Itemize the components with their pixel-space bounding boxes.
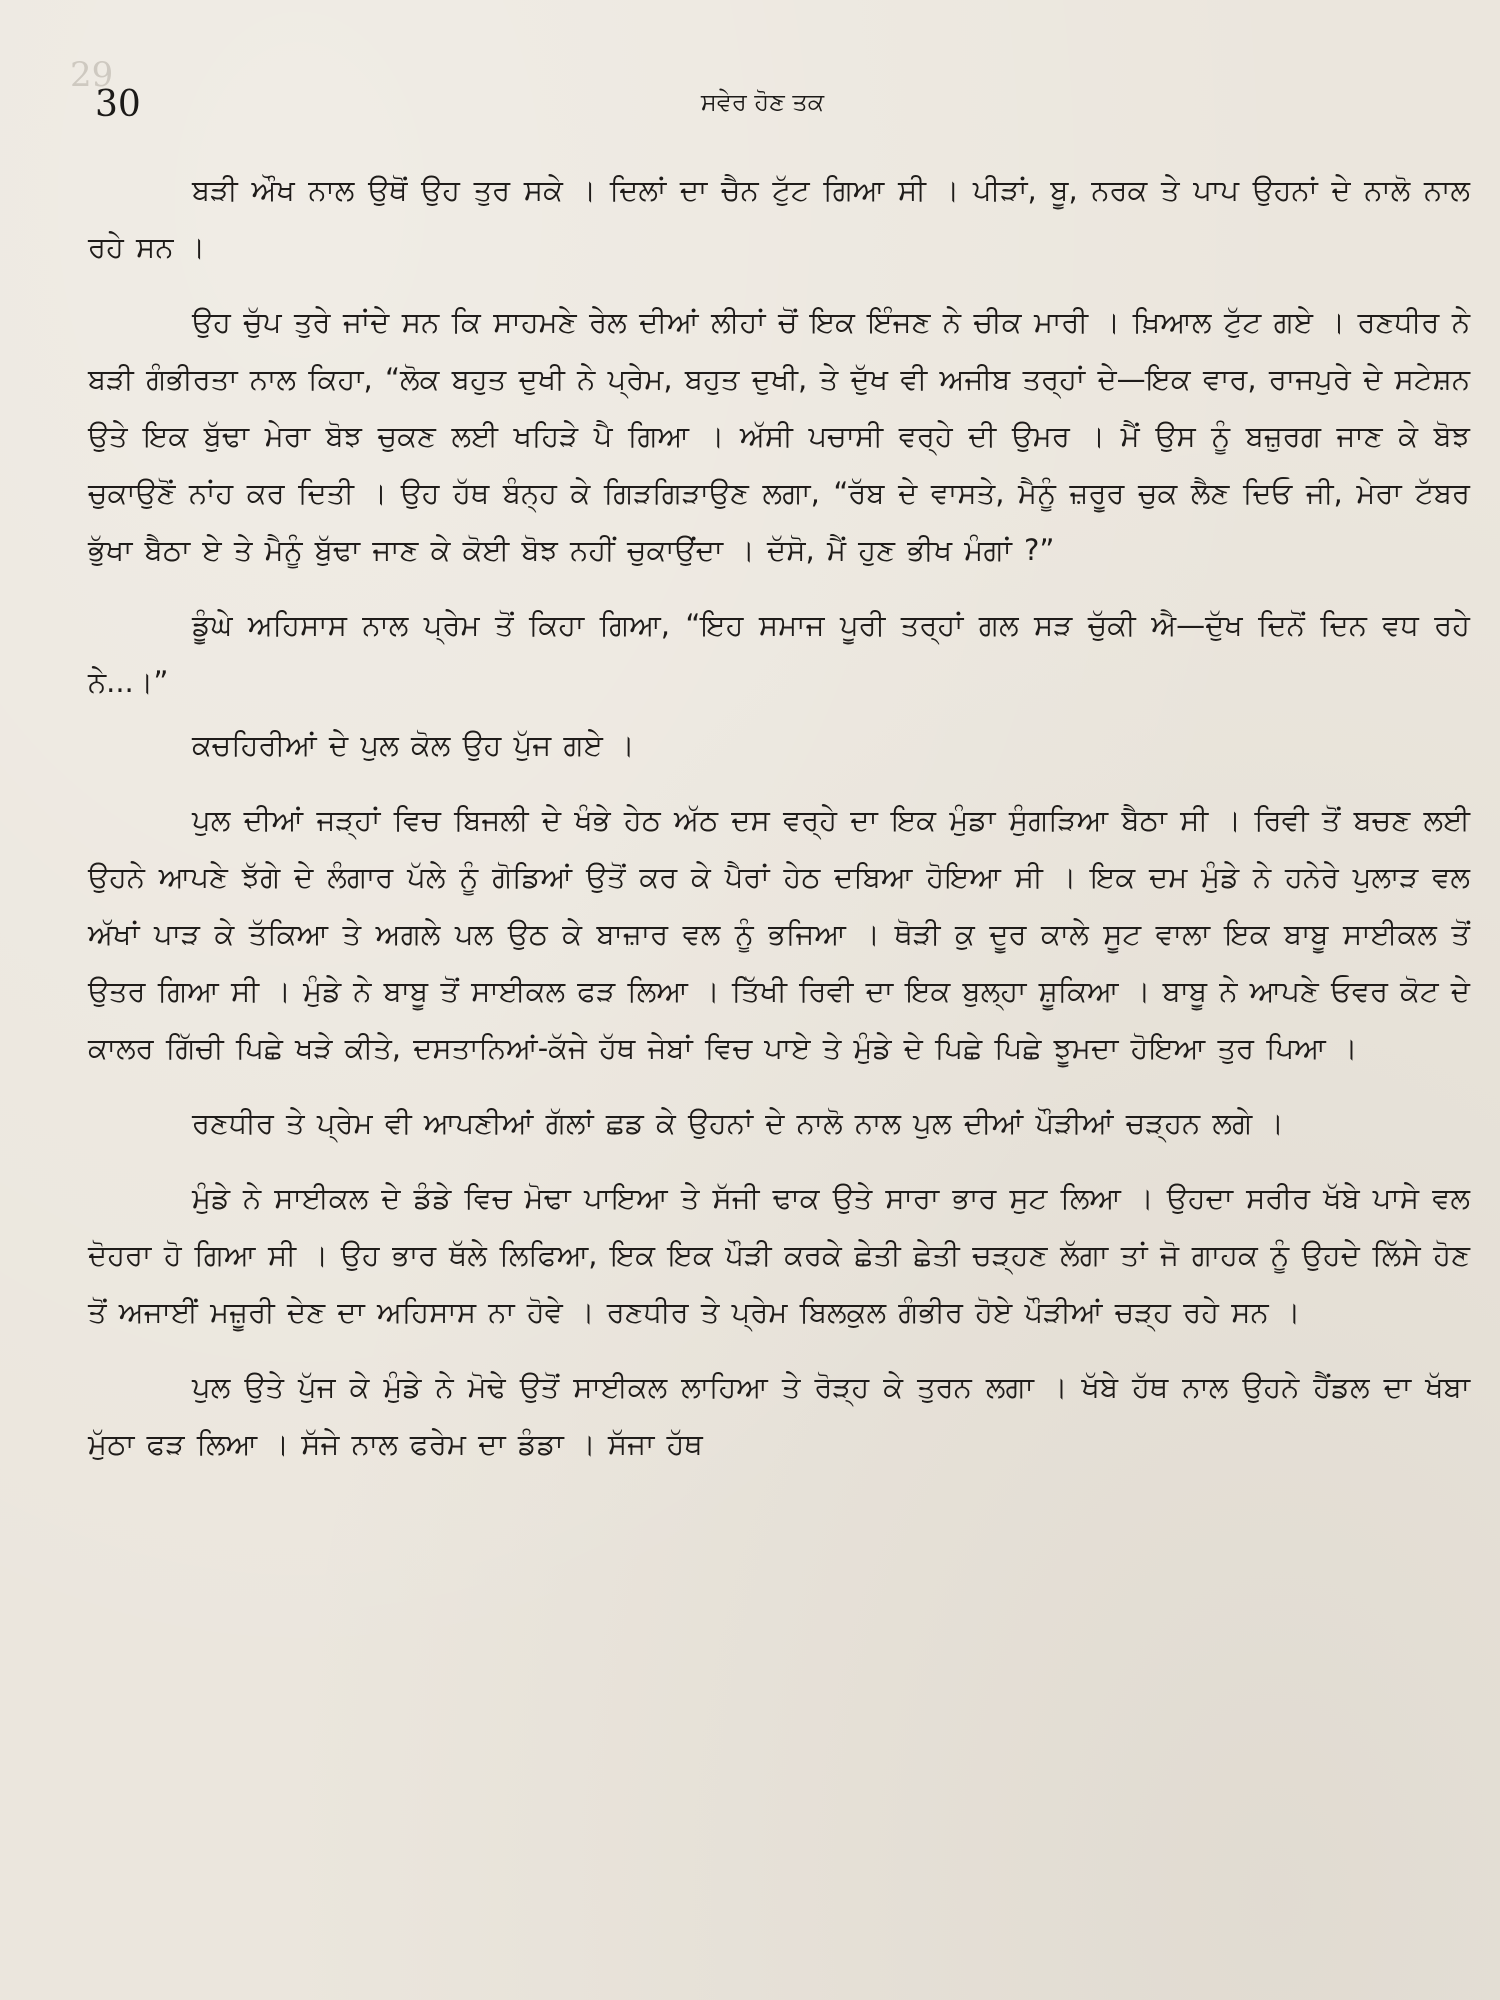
page-header bbox=[95, 84, 1430, 136]
paragraph-6: ਰਣਧੀਰ ਤੇ ਪ੍ਰੇਮ ਵੀ ਆਪਣੀਆਂ ਗੱਲਾਂ ਛਡ ਕੇ ਉਹਨਾਂ ਦੇ ਨਾਲੋ ਨਾਲ ਪੁਲ ਦੀਆਂ ਪੌੜੀਆਂ ਚੜ੍ਹਨ ਲਗੇ । bbox=[192, 1106, 1284, 1140]
paragraph-5: ਪੁਲ ਦੀਆਂ ਜੜ੍ਹਾਂ ਵਿਚ ਬਿਜਲੀ ਦੇ ਖੰਭੇ ਹੇਠ ਅੱਠ ਦਸ ਵਰ੍ਹੇ ਦਾ ਇਕ ਮੁੰਡਾ ਸੁੰਗੜਿਆ ਬੈਠਾ ਸੀ । ਰਿਵੀ ਤੋਂ ਬਚਣ ਲਈ ਉਹਨੇ ਆਪਣੇ ਝੱਗੇ ਦੇ ਲੰਗਾਰ ਪੱਲੇ ਨੂੰ ਗੋਡਿਆਂ ਉਤੋਂ ਕਰ ਕੇ ਪੈਰਾਂ ਹੇਠ ਦਬਿਆ ਹੋਇਆ ਸੀ । ਇਕ ਦਮ ਮੁੰਡੇ ਨੇ ਹਨੇਰੇ ਪੁਲਾੜ ਵਲ ਅੱਖਾਂ ਪਾੜ ਕੇ ਤੱਕਿਆ ਤੇ ਅਗਲੇ ਪਲ ਉਠ ਕੇ ਬਾਜ਼ਾਰ ਵਲ ਨੂੰ ਭਜਿਆ । ਥੋੜੀ ਕੁ ਦੂਰ ਕਾਲੇ ਸੂਟ ਵਾਲਾ ਇਕ ਬਾਬੂ ਸਾਈਕਲ ਤੋਂ ਉਤਰ ਗਿਆ ਸੀ । ਮੁੰਡੇ ਨੇ ਬਾਬੂ ਤੋਂ ਸਾਈਕਲ ਫੜ ਲਿਆ । ਤਿੱਖੀ ਰਿਵੀ ਦਾ ਇਕ ਬੁਲ੍ਹਾ ਸ਼ੂਕਿਆ । ਬਾਬੂ ਨੇ ਆਪਣੇ ਓਵਰ ਕੋਟ ਦੇ ਕਾਲਰ ਗਿੱਚੀ ਪਿਛੇ ਖੜੇ ਕੀਤੇ, ਦਸਤਾਨਿਆਂ-ਕੱਜੇ ਹੱਥ ਜੇਬਾਂ ਵਿਚ ਪਾਏ ਤੇ ਮੁੰਡੇ ਦੇ ਪਿਛੇ ਪਿਛੇ ਝੂਮਦਾ ਹੋਇਆ ਤੁਰ ਪਿਆ । bbox=[88, 803, 1470, 1065]
page-number: 30 bbox=[95, 84, 141, 125]
bleed-through-page-number: 29 bbox=[70, 55, 114, 95]
paragraph-8: ਪੁਲ ਉਤੇ ਪੁੱਜ ਕੇ ਮੁੰਡੇ ਨੇ ਮੋਢੇ ਉਤੋਂ ਸਾਈਕਲ ਲਾਹਿਆ ਤੇ ਰੋੜ੍ਹ ਕੇ ਤੁਰਨ ਲਗਾ । ਖੱਬੇ ਹੱਥ ਨਾਲ ਉਹਨੇ ਹੈਂਡਲ ਦਾ ਖੱਬਾ ਮੁੱਠਾ ਫੜ ਲਿਆ । ਸੱਜੇ ਨਾਲ ਫਰੇਮ ਦਾ ਡੰਡਾ । ਸੱਜਾ ਹੱਥ bbox=[88, 1370, 1470, 1461]
paragraph-1: ਬੜੀ ਔਖ ਨਾਲ ਉਥੋਂ ਉਹ ਤੁਰ ਸਕੇ । ਦਿਲਾਂ ਦਾ ਚੈਨ ਟੁੱਟ ਗਿਆ ਸੀ । ਪੀੜਾਂ, ਬੂ, ਨਰਕ ਤੇ ਪਾਪ ਉਹਨਾਂ ਦੇ ਨਾਲੋ ਨਾਲ ਰਹੇ ਸਨ । bbox=[88, 173, 1470, 264]
paragraph-4: ਕਚਹਿਰੀਆਂ ਦੇ ਪੁਲ ਕੋਲ ਉਹ ਪੁੱਜ ਗਏ । bbox=[192, 728, 635, 762]
running-title: ਸਵੇਰ ਹੋਣ ਤਕ bbox=[700, 88, 825, 116]
paragraph-2: ਉਹ ਚੁੱਪ ਤੁਰੇ ਜਾਂਦੇ ਸਨ ਕਿ ਸਾਹਮਣੇ ਰੇਲ ਦੀਆਂ ਲੀਹਾਂ ਚੋਂ ਇਕ ਇੰਜਣ ਨੇ ਚੀਕ ਮਾਰੀ । ਖ਼ਿਆਲ ਟੁੱਟ ਗਏ । ਰਣਧੀਰ ਨੇ ਬੜੀ ਗੰਭੀਰਤਾ ਨਾਲ ਕਿਹਾ, “ਲੋਕ ਬਹੁਤ ਦੁਖੀ ਨੇ ਪ੍ਰੇਮ, ਬਹੁਤ ਦੁਖੀ, ਤੇ ਦੁੱਖ ਵੀ ਅਜੀਬ ਤਰ੍ਹਾਂ ਦੇ—ਇਕ ਵਾਰ, ਰਾਜਪੁਰੇ ਦੇ ਸਟੇਸ਼ਨ ਉਤੇ ਇਕ ਬੁੱਢਾ ਮੇਰਾ ਬੋਝ ਚੁਕਣ ਲਈ ਖਹਿੜੇ ਪੈ ਗਿਆ । ਅੱਸੀ ਪਚਾਸੀ ਵਰ੍ਹੇ ਦੀ ਉਮਰ । ਮੈਂ ਉਸ ਨੂੰ ਬਜ਼ੁਰਗ ਜਾਣ ਕੇ ਬੋਝ ਚੁਕਾਉਣੋਂ ਨਾਂਹ ਕਰ ਦਿਤੀ । ਉਹ ਹੱਥ ਬੰਨ੍ਹ ਕੇ ਗਿੜਗਿੜਾਉਣ ਲਗਾ, “ਰੱਬ ਦੇ ਵਾਸਤੇ, ਮੈਨੂੰ ਜ਼ਰੂਰ ਚੁਕ ਲੈਣ ਦਿਓ ਜੀ, ਮੇਰਾ ਟੱਬਰ ਭੁੱਖਾ ਬੈਠਾ ਏ ਤੇ ਮੈਨੂੰ ਬੁੱਢਾ ਜਾਣ ਕੇ ਕੋਈ ਬੋਝ ਨਹੀਂ ਚੁਕਾਉਂਦਾ । ਦੱਸੋ, ਮੈਂ ਹੁਣ ਭੀਖ ਮੰਗਾਂ ?” bbox=[88, 305, 1470, 567]
paragraph-7: ਮੁੰਡੇ ਨੇ ਸਾਈਕਲ ਦੇ ਡੰਡੇ ਵਿਚ ਮੋਢਾ ਪਾਇਆ ਤੇ ਸੱਜੀ ਢਾਕ ਉਤੇ ਸਾਰਾ ਭਾਰ ਸੁਟ ਲਿਆ । ਉਹਦਾ ਸਰੀਰ ਖੱਬੇ ਪਾਸੇ ਵਲ ਦੋਹਰਾ ਹੋ ਗਿਆ ਸੀ । ਉਹ ਭਾਰ ਥੱਲੇ ਲਿਫਿਆ, ਇਕ ਇਕ ਪੌੜੀ ਕਰਕੇ ਛੇਤੀ ਛੇਤੀ ਚੜ੍ਹਣ ਲੱਗਾ ਤਾਂ ਜੋ ਗਾਹਕ ਨੂੰ ਉਹਦੇ ਲਿੱਸੇ ਹੋਣ ਤੋਂ ਅਜਾਈਂ ਮਜ਼ੂਰੀ ਦੇਣ ਦਾ ਅਹਿਸਾਸ ਨਾ ਹੋਵੇ । ਰਣਧੀਰ ਤੇ ਪ੍ਰੇਮ ਬਿਲਕੁਲ ਗੰਭੀਰ ਹੋਏ ਪੌੜੀਆਂ ਚੜ੍ਹ ਰਹੇ ਸਨ । bbox=[88, 1181, 1470, 1329]
paragraph-3: ਡੂੰਘੇ ਅਹਿਸਾਸ ਨਾਲ ਪ੍ਰੇਮ ਤੋਂ ਕਿਹਾ ਗਿਆ, “ਇਹ ਸਮਾਜ ਪੂਰੀ ਤਰ੍ਹਾਂ ਗਲ ਸੜ ਚੁੱਕੀ ਐ—ਦੁੱਖ ਦਿਨੋਂ ਦਿਨ ਵਧ ਰਹੇ ਨੇ...।” bbox=[88, 608, 1470, 699]
body-text bbox=[88, 162, 1470, 1491]
